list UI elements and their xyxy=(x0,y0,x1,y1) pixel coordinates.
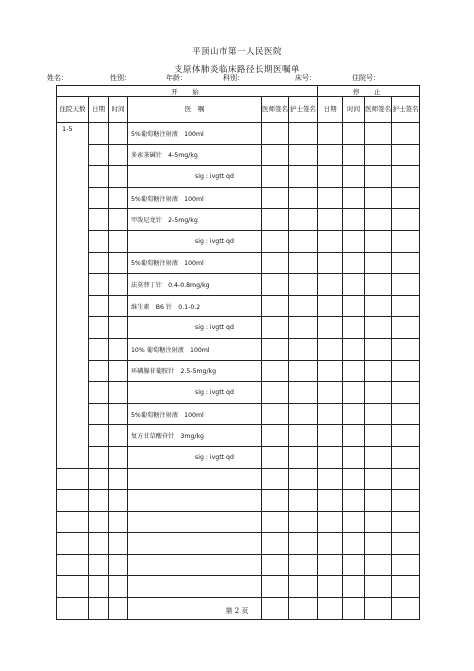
hospital-days-cell xyxy=(57,576,89,598)
age-field-label: 年龄： xyxy=(166,74,187,82)
doctor-sign-cell xyxy=(262,468,289,490)
date-cell xyxy=(89,382,109,404)
stop-doctor-sign-cell xyxy=(365,360,392,382)
stop-date-cell xyxy=(318,425,343,447)
nurse-sign-cell xyxy=(289,187,318,209)
doctor-sign-cell xyxy=(262,123,289,145)
order-row xyxy=(57,230,420,252)
doctor-sign-cell xyxy=(262,425,289,447)
stop-time-cell xyxy=(343,554,365,576)
order-row xyxy=(57,576,420,598)
doctor-sign-cell xyxy=(262,490,289,512)
stop-doctor-sign-cell xyxy=(365,123,392,145)
stop-doctor-sign-cell xyxy=(365,446,392,468)
stop-date-cell xyxy=(318,446,343,468)
stop-nurse-sign-cell xyxy=(392,187,420,209)
doctor-sign-cell xyxy=(262,576,289,598)
stop-time-cell xyxy=(343,511,365,533)
stop-section-header: 停 止 xyxy=(318,86,420,97)
order-row xyxy=(57,490,420,512)
order-row xyxy=(57,425,420,447)
stop-time-cell xyxy=(343,252,365,274)
stop-nurse-sign-cell xyxy=(392,446,420,468)
stop-time-cell xyxy=(343,360,365,382)
order-row xyxy=(57,317,420,339)
stop-date-cell xyxy=(318,317,343,339)
stop-date-cell xyxy=(318,403,343,425)
order-text-cell: 5%葡萄糖注射液 100ml xyxy=(128,187,262,209)
order-row xyxy=(57,187,420,209)
stop-doctor-sign-column-header: 医师签名 xyxy=(365,97,392,123)
doctor-sign-cell xyxy=(262,338,289,360)
order-text-cell: 法莫替丁针 0.4-0.8mg/kg xyxy=(128,274,262,296)
hospital-days-cell xyxy=(57,490,89,512)
stop-time-cell xyxy=(343,490,365,512)
order-text-cell: sig : ivgtt qd xyxy=(128,382,262,404)
admission-no-field-label: 住院号： xyxy=(352,74,380,82)
stop-doctor-sign-cell xyxy=(365,533,392,555)
order-row xyxy=(57,123,420,145)
stop-date-cell xyxy=(318,230,343,252)
date-cell xyxy=(89,230,109,252)
stop-nurse-sign-cell xyxy=(392,317,420,339)
nurse-sign-cell xyxy=(289,511,318,533)
order-text-cell xyxy=(128,554,262,576)
date-cell xyxy=(89,209,109,231)
order-text-cell xyxy=(128,576,262,598)
nurse-sign-cell xyxy=(289,230,318,252)
doctor-sign-cell xyxy=(262,360,289,382)
stop-date-cell xyxy=(318,511,343,533)
order-row xyxy=(57,338,420,360)
stop-date-cell xyxy=(318,468,343,490)
doctor-sign-cell xyxy=(262,403,289,425)
stop-doctor-sign-cell xyxy=(365,317,392,339)
order-text-cell: sig : ivgtt qd xyxy=(128,166,262,188)
doctor-sign-cell xyxy=(262,166,289,188)
nurse-sign-cell xyxy=(289,554,318,576)
nurse-sign-cell xyxy=(289,338,318,360)
doctor-sign-cell xyxy=(262,144,289,166)
date-cell xyxy=(89,144,109,166)
date-cell xyxy=(89,554,109,576)
nurse-sign-cell xyxy=(289,144,318,166)
stop-time-cell xyxy=(343,446,365,468)
stop-time-cell xyxy=(343,425,365,447)
stop-time-cell xyxy=(343,230,365,252)
stop-date-cell xyxy=(318,490,343,512)
date-cell xyxy=(89,187,109,209)
doctor-sign-column-header: 医师签名 xyxy=(262,97,289,123)
stop-time-cell xyxy=(343,317,365,339)
stop-date-cell xyxy=(318,360,343,382)
nurse-sign-cell xyxy=(289,317,318,339)
order-text-cell xyxy=(128,468,262,490)
doctor-sign-cell xyxy=(262,533,289,555)
stop-date-cell xyxy=(318,382,343,404)
dept-field-label: 科别： xyxy=(223,74,244,82)
time-cell xyxy=(109,317,128,339)
nurse-sign-cell xyxy=(289,295,318,317)
stop-doctor-sign-cell xyxy=(365,274,392,296)
nurse-sign-cell xyxy=(289,533,318,555)
time-cell xyxy=(109,468,128,490)
stop-date-cell xyxy=(318,576,343,598)
time-cell xyxy=(109,187,128,209)
order-row xyxy=(57,166,420,188)
time-cell xyxy=(109,230,128,252)
orders-column-header: 医 嘱 xyxy=(128,97,262,123)
stop-nurse-sign-cell xyxy=(392,252,420,274)
order-row xyxy=(57,511,420,533)
order-text-cell: 多索茶碱针 4-5mg/kg xyxy=(128,144,262,166)
nurse-sign-cell xyxy=(289,123,318,145)
doctor-sign-cell xyxy=(262,230,289,252)
nurse-sign-cell xyxy=(289,209,318,231)
hospital-days-cell xyxy=(57,468,89,490)
stop-nurse-sign-cell xyxy=(392,295,420,317)
time-column-header: 时间 xyxy=(109,97,128,123)
patient-info-row xyxy=(47,73,427,85)
stop-nurse-sign-cell xyxy=(392,490,420,512)
doctor-sign-cell xyxy=(262,554,289,576)
doctor-sign-cell xyxy=(262,187,289,209)
order-row xyxy=(57,360,420,382)
date-cell xyxy=(89,576,109,598)
stop-time-cell xyxy=(343,576,365,598)
order-text-cell: 5%葡萄糖注射液 100ml xyxy=(128,403,262,425)
date-cell xyxy=(89,123,109,145)
days-column-header: 住院天数 xyxy=(57,97,89,123)
name-field-label: 姓名： xyxy=(47,74,68,82)
stop-doctor-sign-cell xyxy=(365,209,392,231)
stop-doctor-sign-cell xyxy=(365,425,392,447)
time-cell xyxy=(109,382,128,404)
long-term-orders-table xyxy=(56,85,420,620)
date-cell xyxy=(89,166,109,188)
order-text-cell xyxy=(128,490,262,512)
stop-time-cell xyxy=(343,382,365,404)
nurse-sign-cell xyxy=(289,382,318,404)
time-cell xyxy=(109,446,128,468)
order-text-cell xyxy=(128,533,262,555)
order-text-cell: sig : ivgtt qd xyxy=(128,317,262,339)
order-row xyxy=(57,554,420,576)
date-cell xyxy=(89,403,109,425)
stop-nurse-sign-cell xyxy=(392,360,420,382)
order-text-cell: 维生素 B6 针 0.1-0.2 xyxy=(128,295,262,317)
stop-nurse-sign-cell xyxy=(392,576,420,598)
order-text-cell: sig : ivgtt qd xyxy=(128,446,262,468)
sex-field-label: 性别： xyxy=(110,74,131,82)
time-cell xyxy=(109,511,128,533)
date-cell xyxy=(89,490,109,512)
stop-nurse-sign-cell xyxy=(392,382,420,404)
time-cell xyxy=(109,425,128,447)
stop-time-cell xyxy=(343,166,365,188)
nurse-sign-cell xyxy=(289,252,318,274)
page-number: 第 2 页 xyxy=(225,607,249,615)
stop-date-cell xyxy=(318,338,343,360)
stop-time-cell xyxy=(343,144,365,166)
time-cell xyxy=(109,338,128,360)
stop-nurse-sign-cell xyxy=(392,209,420,231)
date-cell xyxy=(89,511,109,533)
stop-nurse-sign-cell xyxy=(392,274,420,296)
stop-date-cell xyxy=(318,187,343,209)
stop-date-column-header: 日期 xyxy=(318,97,343,123)
stop-time-cell xyxy=(343,403,365,425)
order-row xyxy=(57,533,420,555)
time-cell xyxy=(109,295,128,317)
order-row xyxy=(57,144,420,166)
stop-doctor-sign-cell xyxy=(365,252,392,274)
stop-date-cell xyxy=(318,144,343,166)
hospital-days-cell xyxy=(57,511,89,533)
stop-nurse-sign-cell xyxy=(392,144,420,166)
order-row xyxy=(57,274,420,296)
doctor-sign-cell xyxy=(262,274,289,296)
stop-nurse-sign-cell xyxy=(392,338,420,360)
stop-time-cell xyxy=(343,533,365,555)
stop-doctor-sign-cell xyxy=(365,403,392,425)
doctor-sign-cell xyxy=(262,209,289,231)
doctor-sign-cell xyxy=(262,252,289,274)
stop-time-cell xyxy=(343,338,365,360)
stop-date-cell xyxy=(318,252,343,274)
time-cell xyxy=(109,576,128,598)
nurse-sign-cell xyxy=(289,425,318,447)
time-cell xyxy=(109,123,128,145)
time-cell xyxy=(109,144,128,166)
stop-doctor-sign-cell xyxy=(365,166,392,188)
stop-time-cell xyxy=(343,209,365,231)
order-row xyxy=(57,382,420,404)
stop-time-cell xyxy=(343,274,365,296)
stop-time-cell xyxy=(343,468,365,490)
nurse-sign-cell xyxy=(289,446,318,468)
stop-nurse-sign-cell xyxy=(392,511,420,533)
stop-doctor-sign-cell xyxy=(365,490,392,512)
date-cell xyxy=(89,252,109,274)
hospital-days-cell xyxy=(57,554,89,576)
order-row xyxy=(57,446,420,468)
stop-date-cell xyxy=(318,554,343,576)
orders-body xyxy=(57,123,420,620)
order-row xyxy=(57,468,420,490)
date-cell xyxy=(89,360,109,382)
hospital-days-cell xyxy=(57,533,89,555)
nurse-sign-cell xyxy=(289,490,318,512)
stop-doctor-sign-cell xyxy=(365,187,392,209)
hospital-name: 平顶山市第一人民医院 xyxy=(191,47,282,57)
stop-date-cell xyxy=(318,123,343,145)
nurse-sign-cell xyxy=(289,166,318,188)
stop-doctor-sign-cell xyxy=(365,382,392,404)
order-text-cell: 5%葡萄糖注射液 100ml xyxy=(128,123,262,145)
order-text-cell: sig : ivgtt qd xyxy=(128,230,262,252)
stop-nurse-sign-cell xyxy=(392,533,420,555)
nurse-sign-cell xyxy=(289,274,318,296)
bed-field-label: 床号： xyxy=(295,74,316,82)
nurse-sign-cell xyxy=(289,403,318,425)
doctor-sign-cell xyxy=(262,295,289,317)
time-cell xyxy=(109,360,128,382)
stop-doctor-sign-cell xyxy=(365,576,392,598)
nurse-sign-cell xyxy=(289,468,318,490)
stop-nurse-sign-cell xyxy=(392,230,420,252)
order-text-cell xyxy=(128,511,262,533)
stop-time-column-header: 时间 xyxy=(343,97,365,123)
time-cell xyxy=(109,403,128,425)
stop-time-cell xyxy=(343,295,365,317)
order-row xyxy=(57,209,420,231)
doctor-sign-cell xyxy=(262,446,289,468)
order-text-cell: 环磷腺苷葡胺针 2.5-5mg/kg xyxy=(128,360,262,382)
time-cell xyxy=(109,554,128,576)
stop-nurse-sign-cell xyxy=(392,554,420,576)
stop-nurse-sign-cell xyxy=(392,123,420,145)
order-text-cell: 复方甘草酸苷针 3mg/kg xyxy=(128,425,262,447)
date-cell xyxy=(89,317,109,339)
order-text-cell: 甲泼尼龙针 2-5mg/kg xyxy=(128,209,262,231)
order-text-cell: 5%葡萄糖注射液 100ml xyxy=(128,252,262,274)
time-cell xyxy=(109,252,128,274)
date-column-header: 日期 xyxy=(89,97,109,123)
stop-doctor-sign-cell xyxy=(365,295,392,317)
nurse-sign-column-header: 护士签名 xyxy=(289,97,318,123)
form-title: 支原体肺炎临床路径长期医嘱单 xyxy=(173,65,300,75)
stop-doctor-sign-cell xyxy=(365,511,392,533)
order-row xyxy=(57,403,420,425)
stop-date-cell xyxy=(318,274,343,296)
date-cell xyxy=(89,533,109,555)
date-cell xyxy=(89,338,109,360)
start-section-header: 开 始 xyxy=(57,86,318,97)
nurse-sign-cell xyxy=(289,576,318,598)
order-row xyxy=(57,252,420,274)
date-cell xyxy=(89,274,109,296)
stop-date-cell xyxy=(318,533,343,555)
doctor-sign-cell xyxy=(262,511,289,533)
stop-doctor-sign-cell xyxy=(365,230,392,252)
doctor-sign-cell xyxy=(262,382,289,404)
time-cell xyxy=(109,209,128,231)
time-cell xyxy=(109,166,128,188)
stop-nurse-sign-cell xyxy=(392,166,420,188)
date-cell xyxy=(89,446,109,468)
hospital-days-cell: 1-5 xyxy=(57,123,89,469)
order-text-cell: 10% 葡萄糖注射液 100ml xyxy=(128,338,262,360)
stop-doctor-sign-cell xyxy=(365,338,392,360)
stop-time-cell xyxy=(343,123,365,145)
time-cell xyxy=(109,533,128,555)
stop-doctor-sign-cell xyxy=(365,144,392,166)
time-cell xyxy=(109,274,128,296)
stop-date-cell xyxy=(318,209,343,231)
order-row xyxy=(57,295,420,317)
stop-nurse-sign-cell xyxy=(392,403,420,425)
time-cell xyxy=(109,490,128,512)
stop-date-cell xyxy=(318,166,343,188)
stop-time-cell xyxy=(343,187,365,209)
stop-nurse-sign-cell xyxy=(392,425,420,447)
stop-doctor-sign-cell xyxy=(365,554,392,576)
stop-nurse-sign-cell xyxy=(392,468,420,490)
date-cell xyxy=(89,468,109,490)
doctor-sign-cell xyxy=(262,317,289,339)
nurse-sign-cell xyxy=(289,360,318,382)
stop-doctor-sign-cell xyxy=(365,468,392,490)
date-cell xyxy=(89,295,109,317)
stop-nurse-sign-column-header: 护士签名 xyxy=(392,97,420,123)
stop-date-cell xyxy=(318,295,343,317)
date-cell xyxy=(89,425,109,447)
